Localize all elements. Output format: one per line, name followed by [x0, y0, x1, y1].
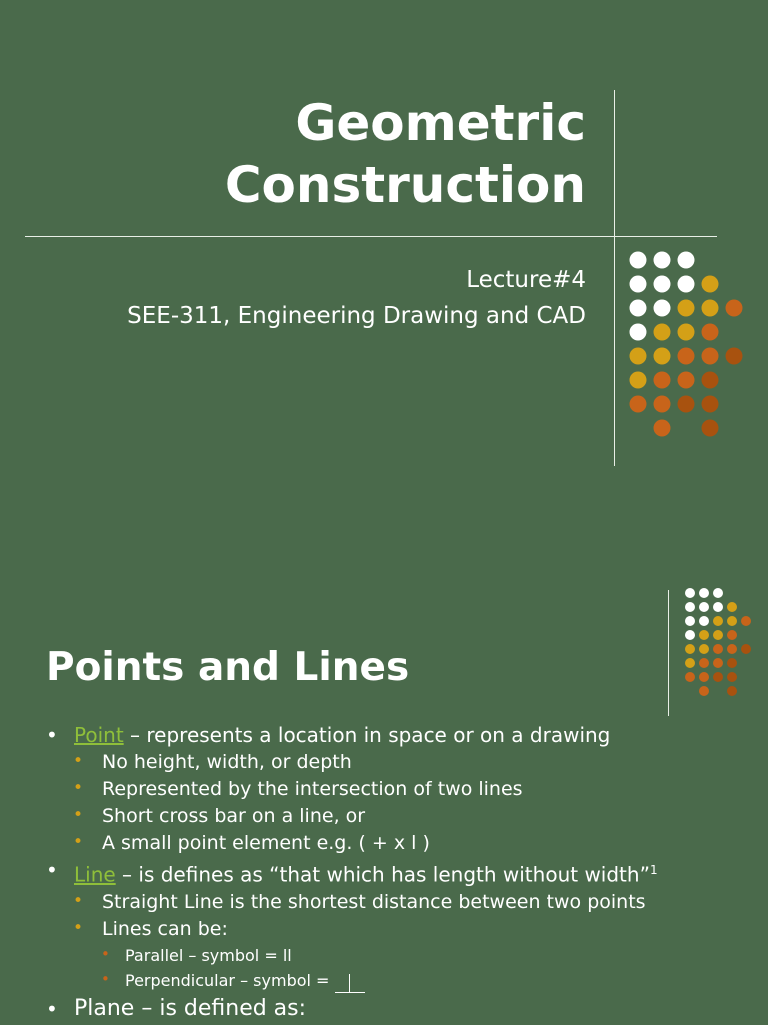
decorative-dot	[699, 686, 709, 696]
decorative-dot	[699, 658, 709, 668]
line-definition: – is defines as “that which has length without width”	[115, 862, 650, 887]
slide2-divider-vertical	[668, 590, 669, 716]
decorative-dot	[713, 602, 723, 612]
decorative-dot	[685, 616, 695, 626]
line-link[interactable]: Line	[74, 862, 116, 887]
line-footnote: 1	[649, 863, 658, 877]
decorative-dot	[678, 396, 695, 413]
decorative-dot	[727, 658, 737, 668]
line-sub-item	[0, 916, 768, 943]
decorative-dot	[713, 588, 723, 598]
bullet-marker: •	[73, 832, 84, 852]
bullet-plane	[0, 993, 768, 1025]
decorative-dot	[699, 644, 709, 654]
decorative-dot	[713, 616, 723, 626]
decorative-dot	[654, 324, 671, 341]
bullet-marker: •	[101, 969, 110, 988]
decorative-dot	[685, 630, 695, 640]
decorative-dot	[727, 616, 737, 626]
decorative-dot	[699, 672, 709, 682]
decorative-dot	[630, 396, 647, 413]
line-sub-text: Lines can be:	[102, 917, 228, 940]
decorative-dot	[699, 630, 709, 640]
decorative-dot-grid-small	[680, 586, 760, 698]
bullet-marker: •	[73, 890, 84, 911]
decorative-dot	[702, 276, 719, 293]
decorative-dot	[726, 348, 743, 365]
decorative-dot	[713, 644, 723, 654]
line-type-item	[0, 943, 768, 968]
point-sub-item	[0, 830, 768, 857]
line-type-text: Parallel – symbol = ll	[125, 945, 292, 965]
decorative-dot	[727, 686, 737, 696]
decorative-dot	[678, 348, 695, 365]
decorative-dot	[685, 672, 695, 682]
bullet-list	[0, 722, 768, 1025]
decorative-dot	[699, 602, 709, 612]
decorative-dot	[702, 372, 719, 389]
perpendicular-symbol-icon	[335, 972, 365, 992]
bullet-point	[0, 722, 768, 749]
decorative-dot	[727, 644, 737, 654]
point-sub-text: A small point element e.g. ( + x l )	[102, 832, 430, 854]
decorative-dot	[678, 252, 695, 269]
title-line-1: Geometric	[295, 94, 586, 152]
line-sub-item	[0, 889, 768, 916]
line-sub-text: Straight Line is the shortest distance between two points	[102, 890, 646, 913]
decorative-dot	[713, 672, 723, 682]
decorative-dot	[630, 300, 647, 317]
decorative-dot	[678, 276, 695, 293]
decorative-dot-grid	[620, 244, 750, 444]
decorative-dot	[699, 588, 709, 598]
point-definition: – represents a location in space or on a drawing	[123, 723, 611, 747]
decorative-dot	[741, 616, 751, 626]
decorative-dot	[654, 276, 671, 293]
title-line-2: Construction	[224, 156, 586, 214]
course-label: SEE-311, Engineering Drawing and CAD	[127, 303, 586, 329]
decorative-dot	[678, 300, 695, 317]
decorative-dot	[654, 252, 671, 269]
decorative-dot	[702, 396, 719, 413]
decorative-dot	[654, 420, 671, 437]
bullet-marker: •	[46, 858, 58, 882]
bullet-marker: •	[73, 751, 84, 771]
line-type-text: Perpendicular – symbol =	[125, 970, 335, 990]
bullet-marker: •	[73, 917, 84, 938]
point-sub-text: No height, width, or depth	[102, 751, 352, 773]
decorative-dot	[702, 300, 719, 317]
point-sub-item	[0, 776, 768, 803]
decorative-dot	[654, 348, 671, 365]
point-sub-item	[0, 749, 768, 776]
plane-text: Plane – is defined as:	[74, 995, 307, 1021]
point-sub-text: Represented by the intersection of two lines	[102, 778, 523, 800]
bullet-marker: •	[73, 805, 84, 825]
decorative-dot	[630, 348, 647, 365]
decorative-dot	[630, 372, 647, 389]
decorative-dot	[685, 588, 695, 598]
lecture-label: Lecture#4	[466, 267, 586, 293]
subtitle-block	[66, 264, 586, 333]
decorative-dot	[741, 644, 751, 654]
slide-title	[26, 92, 586, 216]
decorative-dot	[713, 630, 723, 640]
decorative-dot	[699, 616, 709, 626]
decorative-dot	[702, 420, 719, 437]
decorative-dot	[727, 672, 737, 682]
decorative-dot	[727, 630, 737, 640]
point-link[interactable]: Point	[74, 723, 124, 747]
decorative-dot	[630, 252, 647, 269]
slide2-title: Points and Lines	[46, 645, 410, 690]
decorative-dot	[726, 300, 743, 317]
decorative-dot	[685, 602, 695, 612]
decorative-dot	[702, 324, 719, 341]
decorative-dot	[630, 276, 647, 293]
decorative-dot	[654, 372, 671, 389]
bullet-marker: •	[46, 723, 58, 747]
decorative-dot	[727, 602, 737, 612]
decorative-dot	[678, 372, 695, 389]
decorative-dot	[702, 348, 719, 365]
decorative-dot	[654, 396, 671, 413]
decorative-dot	[678, 324, 695, 341]
point-sub-text: Short cross bar on a line, or	[102, 805, 366, 827]
bullet-marker: •	[73, 778, 84, 798]
decorative-dot	[713, 658, 723, 668]
decorative-dot	[685, 658, 695, 668]
line-type-item	[0, 968, 768, 993]
decorative-dot	[630, 324, 647, 341]
bullet-marker: •	[101, 944, 110, 963]
bullet-marker: •	[46, 996, 58, 1021]
title-divider-vertical	[614, 90, 615, 466]
bullet-line	[0, 857, 768, 889]
decorative-dot	[654, 300, 671, 317]
point-sub-item	[0, 803, 768, 830]
decorative-dot	[685, 644, 695, 654]
